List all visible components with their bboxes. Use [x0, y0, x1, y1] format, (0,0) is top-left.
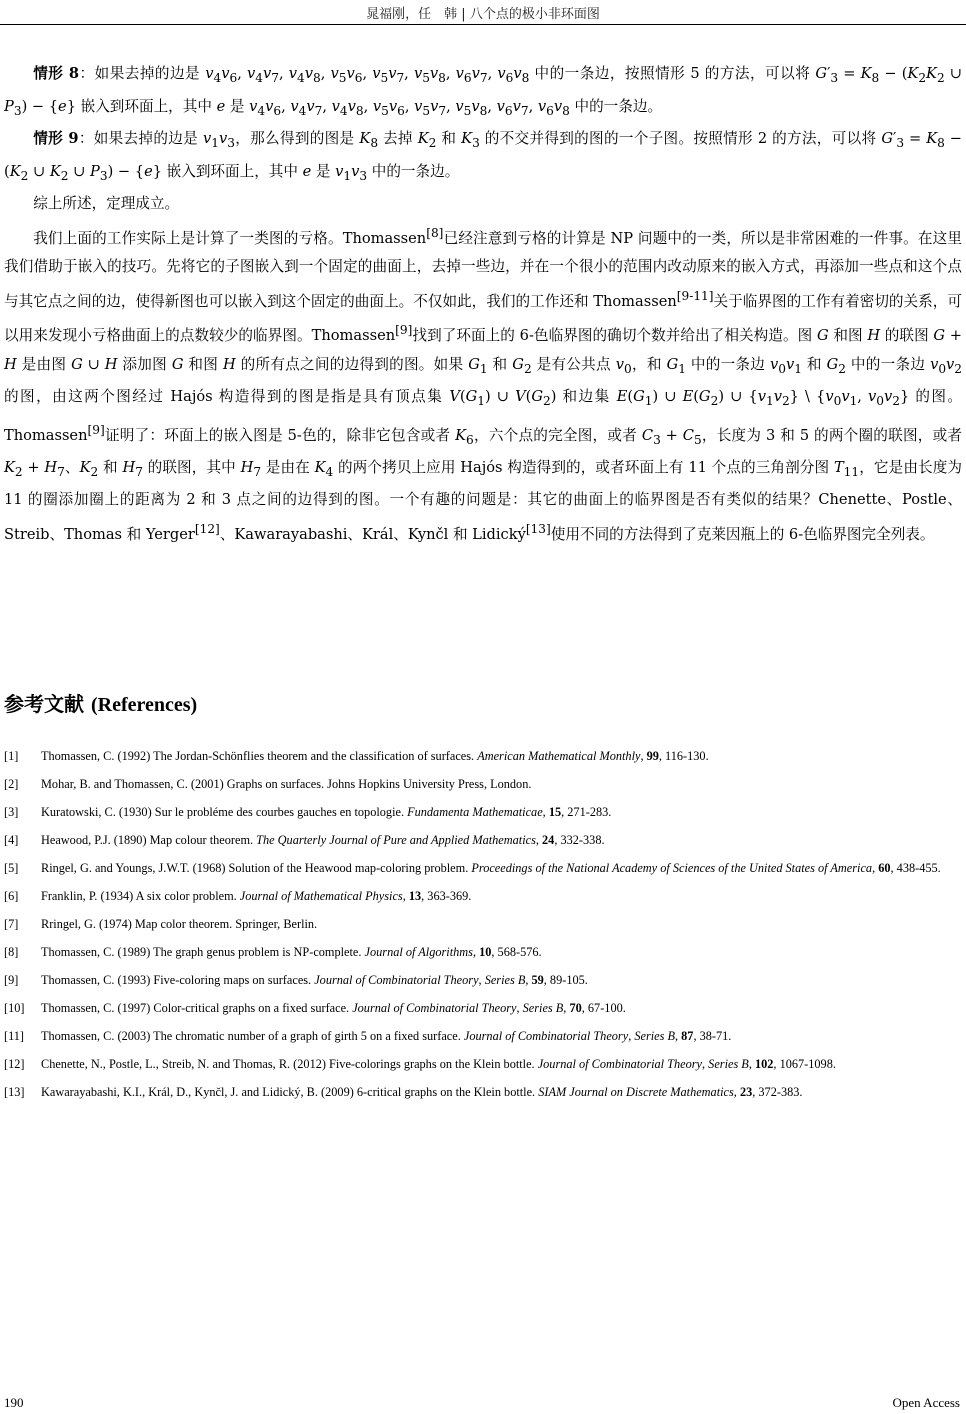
reference-list — [4, 744, 962, 1108]
reference-text: Thomassen, C. (1989) The graph genus problem is NP-complete. Journal of Algorithms, 10, 568-576. — [41, 945, 542, 959]
reference-item — [4, 744, 962, 768]
reference-item — [4, 1052, 962, 1076]
reference-text: Thomassen, C. (1997) Color-critical graphs on a fixed surface. Journal of Combinatorial Theory, Series B, 70, 67-100. — [41, 1001, 626, 1015]
reference-item — [4, 772, 962, 796]
reference-number: [1] — [4, 749, 19, 763]
reference-text: Mohar, B. and Thomassen, C. (2001) Graphs on surfaces. Johns Hopkins University Press, London. — [41, 777, 532, 791]
reference-text: Chenette, N., Postle, L., Streib, N. and Thomas, R. (2012) Five-colorings graphs on the Klein bottle. Journal of Combinatorial Theory, Series B, 102, 1067-1098. — [41, 1057, 836, 1071]
reference-text: Thomassen, C. (1993) Five-coloring maps on surfaces. Journal of Combinatorial Theory, Series B, 59, 89-105. — [41, 973, 588, 987]
reference-text: Thomassen, C. (2003) The chromatic number of a graph of girth 5 on a fixed surface. Journal of Combinatorial Theory, Series B, 87, 38-71. — [41, 1029, 732, 1043]
reference-item — [4, 1024, 962, 1048]
paragraph-case-9: 情形 9：如果去掉的边是 $v_1v_3$，那么得到的图是 $K_8$ 去掉 $K_2$ 和 $K_3$ 的不交并得到的图的一个子图。按照情形 2 的方法，可以将 $G'_3 = K_8 - (K_2$ ∪ $K_2$ ∪ $P_3) - \{e\}$ 嵌入到环面上，其中 e 是 $v_1v_3$ 中的一条边。 — [4, 130, 963, 183]
reference-item — [4, 996, 962, 1020]
reference-number: [12] — [4, 1057, 25, 1071]
reference-number: [7] — [4, 917, 19, 931]
references-heading — [4, 688, 197, 717]
reference-item — [4, 828, 962, 852]
reference-text: Rringel, G. (1974) Map color theorem. Springer, Berlin. — [41, 917, 318, 931]
reference-number: [13] — [4, 1085, 25, 1099]
journal-label: Open Access — [892, 1395, 960, 1410]
reference-number: [5] — [4, 861, 19, 875]
paragraph-case-8: 情形 8：如果去掉的边是 $v_4v_6$, $v_4v_7$, $v_4v_8$, $v_5v_6$, $v_5v_7$, $v_5v_8$, $v_6v_7$, $v_6v_8$ 中的一条边，按照情形 5 的方法，可以将 $G'_3 = K_8 - (K_2K_2$ ∪ $P_3) - \{e\}$ 嵌入到环面上，其中 e 是 $v_4v_6$, $v_4v_7$, $v_4v_8$, $v_5v_6$, $v_5v_7$, $v_5v_8$, $v_6v_7$, $v_6v_8$ 中的一条边。 — [4, 65, 963, 118]
reference-number: [6] — [4, 889, 19, 903]
body-text — [4, 60, 962, 549]
reference-text: Heawood, P.J. (1890) Map colour theorem. The Quarterly Journal of Pure and Applied Mathematics, 24, 332-338. — [41, 833, 605, 847]
reference-item — [4, 940, 962, 964]
reference-number: [3] — [4, 805, 19, 819]
reference-text: Kawarayabashi, K.I., Král, D., Kynčl, J. and Lidický, B. (2009) 6-critical graphs on the Klein bottle. SIAM Journal on Discrete Mathematics, 23, 372-383. — [41, 1085, 803, 1099]
reference-item — [4, 856, 962, 880]
reference-number: [10] — [4, 1001, 25, 1015]
reference-number: [4] — [4, 833, 19, 847]
header-rule — [0, 24, 966, 25]
reference-text: Kuratowski, C. (1930) Sur le probléme des courbes gauches en topologie. Fundamenta Mathematicae, 15, 271-283. — [41, 805, 612, 819]
page-number: 190 — [4, 1395, 24, 1410]
reference-item — [4, 1080, 962, 1104]
reference-number: [11] — [4, 1029, 25, 1043]
reference-item — [4, 800, 962, 824]
reference-text: Thomassen, C. (1992) The Jordan-Schönflies theorem and the classification of surfaces. American Mathematical Monthly, 99, 116-130. — [41, 749, 709, 763]
references-heading-en: (References) — [90, 694, 198, 716]
paragraph-discussion: 我们上面的工作实际上是计算了一类图的亏格。Thomassen[8]已经注意到亏格的计算是 NP 问题中的一类，所以是非常困难的一件事。在这里我们借助于嵌入的技巧。先将它的子图嵌入到一个固定的曲面上，去掉一些边，并在一个很小的范围内改动原来的嵌入方式，再添加一些点和这个点与其它点之间的边，使得新图也可以嵌入到这个固定的曲面上。不仅如此，我们的工作还和 Thomassen[9-11]关于临界图的工作有着密切的关系，可以用来发现小亏格曲面上的点数较少的临界图。Thomassen[9]找到了环面上的 6-色临界图的确切个数并给出了相关构造。图 G 和图 H 的联图 G + H 是由图 G ∪ H 添加图 G 和图 H 的所有点之间的边得到的图。如果 $G_1$ 和 $G_2$ 是有公共点 $v_0$，和 $G_1$ 中的一条边 $v_0v_1$ 和 $G_2$ 中的一条边 $v_0v_2$ 的图，由这两个图经过 Hajós 构造得到的图是指是具有顶点集 $V(G_1)$ ∪ $V(G_2)$ 和边集 $E(G_1)$ ∪ $E(G_2)$ ∪ $\{v_1v_2\}$ \ {$v_0v_1$, $v_0v_2$} 的图。Thomassen[9]证明了：环面上的嵌入图是 5-色的，除非它包含或者 $K_6$，六个点的完全图，或者 $C_3 + C_5$，长度为 3 和 5 的两个圈的联图，或者 $K_2 + H_7$、$K_2$ 和 $H_7$ 的联图，其中 $H_7$ 是由在 $K_4$ 的两个拷贝上应用 Hajós 构造得到的，或者环面上有 11 个点的三角剖分图 $T_{11}$，它是由长度为 11 的圈添加圈上的距离为 2 和 3 点之间的边得到的图。一个有趣的问题是：其它的曲面上的临界图是否有类似的结果？Chenette、Postle、Streib、Thomas 和 Yerger[12]、Kawarayabashi、Král、Kynčl 和 Lidický[13]使用不同的方法得到了克莱因瓶上的 6-色临界图完全列表。 — [4, 225, 963, 543]
running-header: 晁福刚，任 韩 | 八个点的极小非环面图 — [366, 7, 600, 22]
paragraph-conclusion: 综上所述，定理成立。 — [33, 195, 180, 212]
reference-item — [4, 912, 962, 936]
reference-number: [2] — [4, 777, 19, 791]
references-heading-zh: 参考文献 — [4, 692, 84, 716]
reference-text: Ringel, G. and Youngs, J.W.T. (1968) Solution of the Heawood map-coloring problem. Proceedings of the National Academy of Sciences of the United States of America, 60, 438-455. — [41, 861, 941, 875]
reference-text: Franklin, P. (1934) A six color problem. Journal of Mathematical Physics, 13, 363-369. — [41, 889, 472, 903]
reference-item — [4, 968, 962, 992]
reference-item — [4, 884, 962, 908]
reference-number: [9] — [4, 973, 19, 987]
reference-number: [8] — [4, 945, 19, 959]
